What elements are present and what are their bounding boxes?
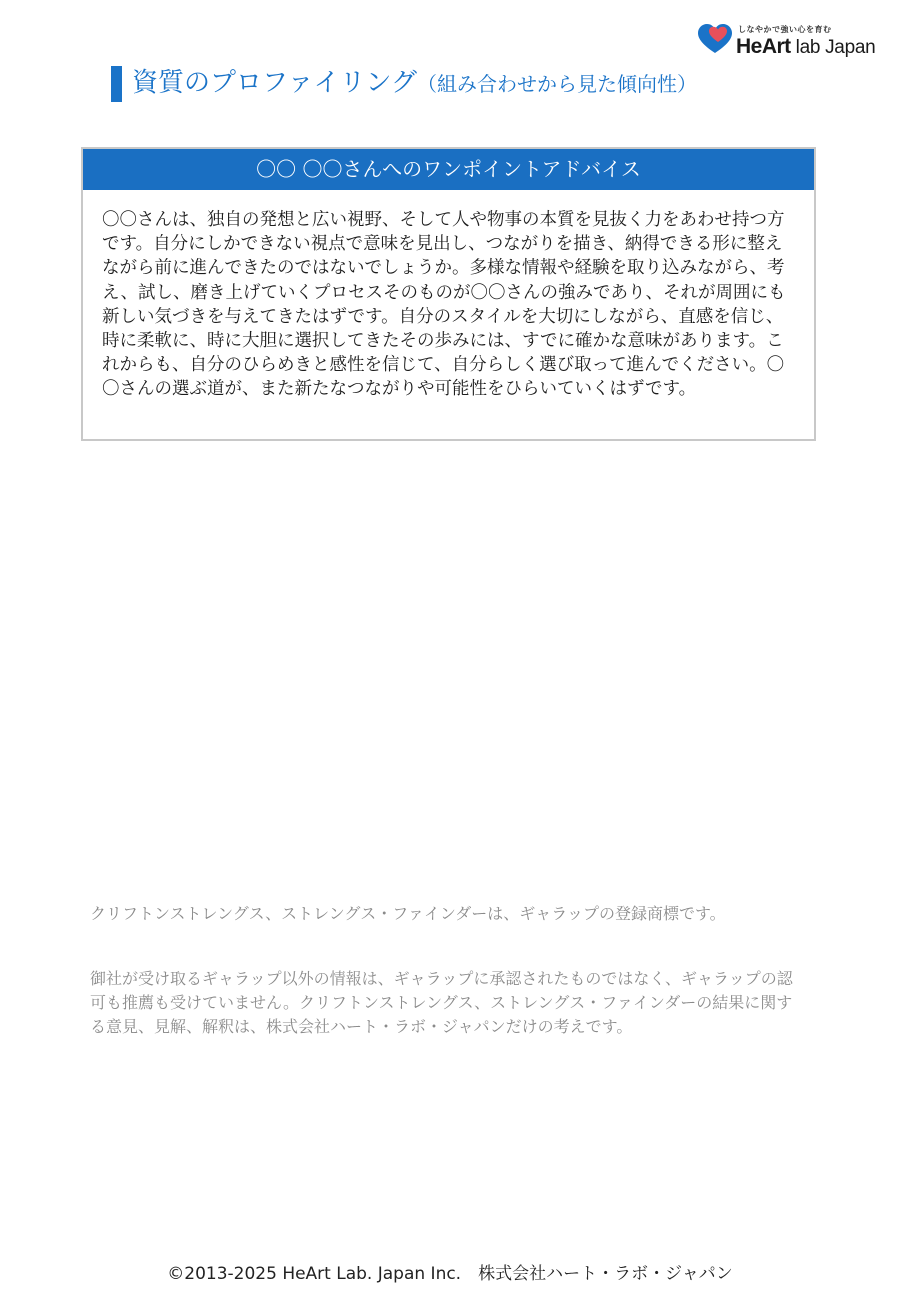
advice-box — [81, 147, 816, 441]
logo-tagline: しなやかで強い心を育む — [738, 25, 832, 34]
logo-wordmark — [736, 35, 875, 59]
page-title — [132, 62, 697, 99]
copyright-footer: ©2013-2025 HeArt Lab. Japan Inc. 株式会社ハート・ラボ・ジャパン — [167, 1264, 733, 1284]
heart-logo-icon — [698, 24, 732, 54]
advice-body-text: 〇〇さんは、独自の発想と広い視野、そして人や物事の本質を見抜く力をあわせ持つ方です。自分にしかできない視点で意味を見出し、つながりを描き、納得できる形に整えながら前に進んできたのではないでしょうか。多様な情報や経験を取り込みながら、考え、試し、磨き上げていくプロセスそのものが〇〇さんの強みであり、それが周囲にも新しい気づきを与えてきたはずです。自分のスタイルを大切にしながら、直感を信じ、時に柔軟に、時に大胆に選択してきたその歩みには、すでに確かな意味があります。これからも、自分のひらめきと感性を信じて、自分らしく選び取って進んでください。〇〇さんの選ぶ道が、また新たなつながりや可能性をひらいていくはずです。 — [102, 210, 786, 400]
advice-heading: 〇〇 〇〇さんへのワンポイントアドバイス — [83, 149, 814, 190]
page-title-subtitle: （組み合わせから見た傾向性） — [416, 72, 697, 96]
company-logo — [698, 22, 880, 58]
page-title-main: 資質のプロファイリング — [132, 68, 417, 98]
logo-wordmark-main: HeArt — [736, 35, 791, 58]
trademark-notice: クリフトンストレングス、ストレングス・ファインダーは、ギャラップの登録商標です。 — [90, 904, 726, 923]
logo-wordmark-sub: lab Japan — [790, 37, 876, 58]
title-accent-bar — [111, 66, 122, 102]
disclaimer-notice: 御社が受け取るギャラップ以外の情報は、ギャラップに承認されたものではなく、ギャラップの認可も推薦も受けていません。クリフトンストレングス、ストレングス・ファインダーの結果に関する意見、見解、解釈は、株式会社ハート・ラボ・ジャパンだけの考えです。 — [90, 969, 793, 1036]
